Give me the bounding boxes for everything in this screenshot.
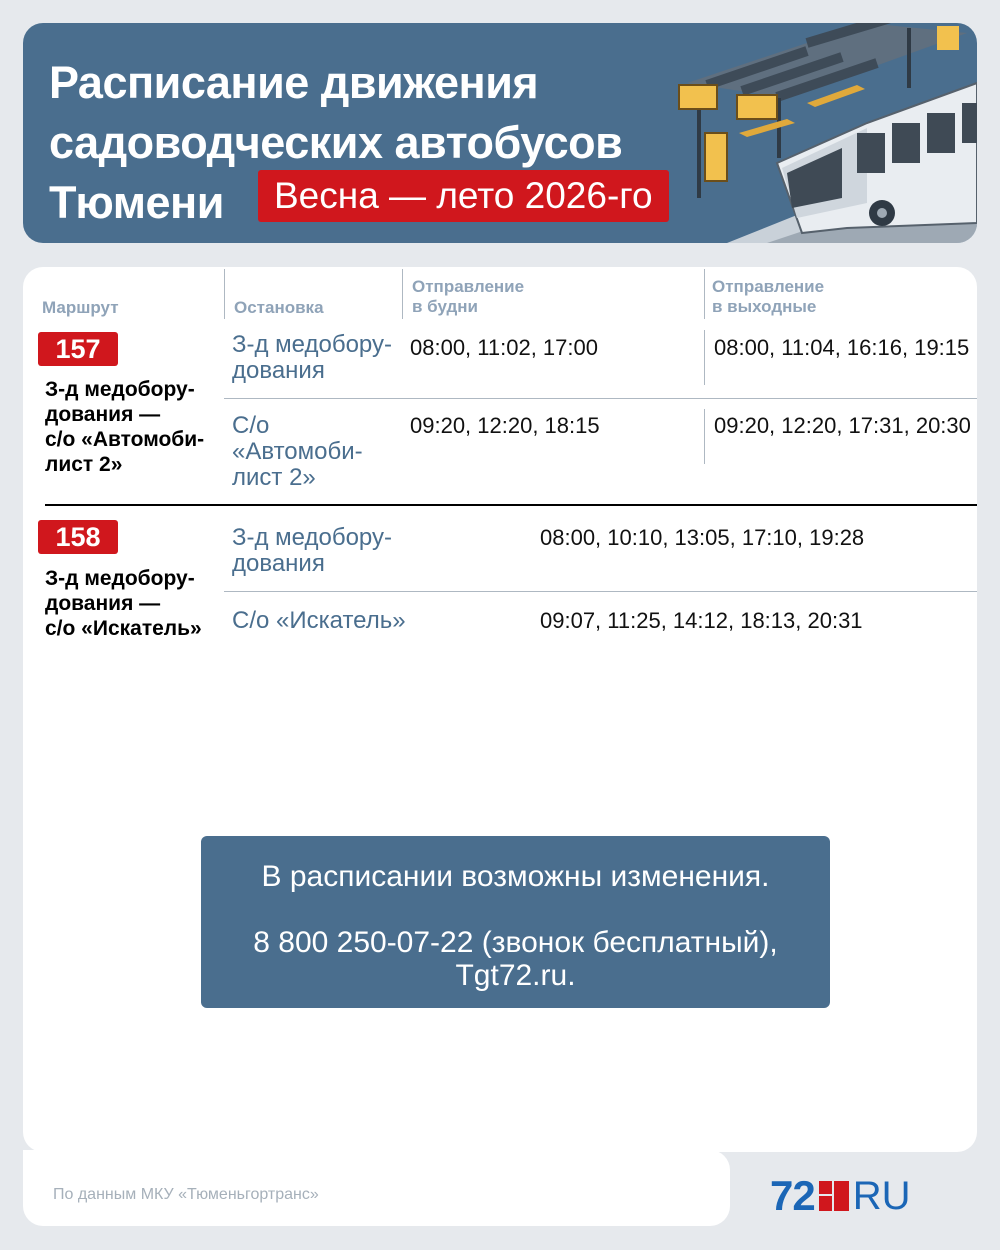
header-banner	[23, 23, 977, 243]
stop-name: З-д медобору- дования	[232, 331, 392, 384]
logo-square-icon	[819, 1181, 849, 1211]
weekday-times: 08:00, 11:02, 17:00	[410, 335, 598, 360]
stop-name: С/о «Автомоби- лист 2»	[232, 412, 363, 491]
notice-contacts	[201, 926, 830, 992]
route-number-badge: 158	[38, 520, 118, 554]
72ru-logo	[770, 1172, 911, 1219]
footer	[23, 1150, 730, 1226]
column-divider	[704, 269, 705, 319]
logo-number: 72	[770, 1172, 815, 1219]
phone-text: 8 800 250-07-22 (звонок бесплатный),	[253, 926, 778, 959]
row-divider	[224, 591, 977, 592]
website-text: Tgt72.ru.	[455, 959, 576, 992]
column-divider	[704, 330, 705, 385]
weekend-times: 08:00, 11:04, 16:16, 19:15	[714, 335, 970, 360]
header-stop: Остановка	[234, 298, 324, 317]
title-line-1: Расписание движения	[49, 57, 539, 108]
title-line-2: садоводческих автобусов	[49, 117, 623, 168]
row-divider	[224, 398, 977, 399]
stop-name: С/о «Искатель»	[232, 607, 406, 634]
season-badge: Весна — лето 2026-го	[258, 170, 669, 222]
all-days-times: 08:00, 10:10, 13:05, 17:10, 19:28	[540, 525, 865, 550]
source-note: По данным МКУ «Тюменьгортранс»	[53, 1186, 319, 1203]
title-line-3: Тюмени	[49, 177, 224, 228]
route-divider	[45, 504, 977, 506]
route-name: З-д медобору- дования — с/о «Автомоби- лист 2»	[45, 378, 205, 476]
weekday-times: 09:20, 12:20, 18:15	[410, 413, 600, 438]
logo-suffix: RU	[852, 1174, 911, 1218]
stop-name: З-д медобору- дования	[232, 524, 392, 577]
weekend-times: 09:20, 12:20, 17:31, 20:30	[714, 413, 971, 438]
header-route: Маршрут	[42, 298, 119, 317]
notice-box	[201, 836, 830, 1008]
all-days-times: 09:07, 11:25, 14:12, 18:13, 20:31	[540, 608, 863, 633]
bus-stop-illustration	[667, 23, 977, 243]
header-weekend: Отправление в выходные	[712, 277, 825, 316]
column-divider	[224, 269, 225, 319]
column-divider	[402, 269, 403, 319]
schedule-table	[23, 267, 977, 1152]
notice-text: В расписании возможны изменения.	[261, 860, 770, 893]
header-weekday: Отправление в будни	[412, 277, 525, 316]
column-divider	[704, 409, 705, 464]
route-number-badge: 157	[38, 332, 118, 366]
route-name: З-д медобору- дования — с/о «Искатель»	[45, 567, 202, 640]
